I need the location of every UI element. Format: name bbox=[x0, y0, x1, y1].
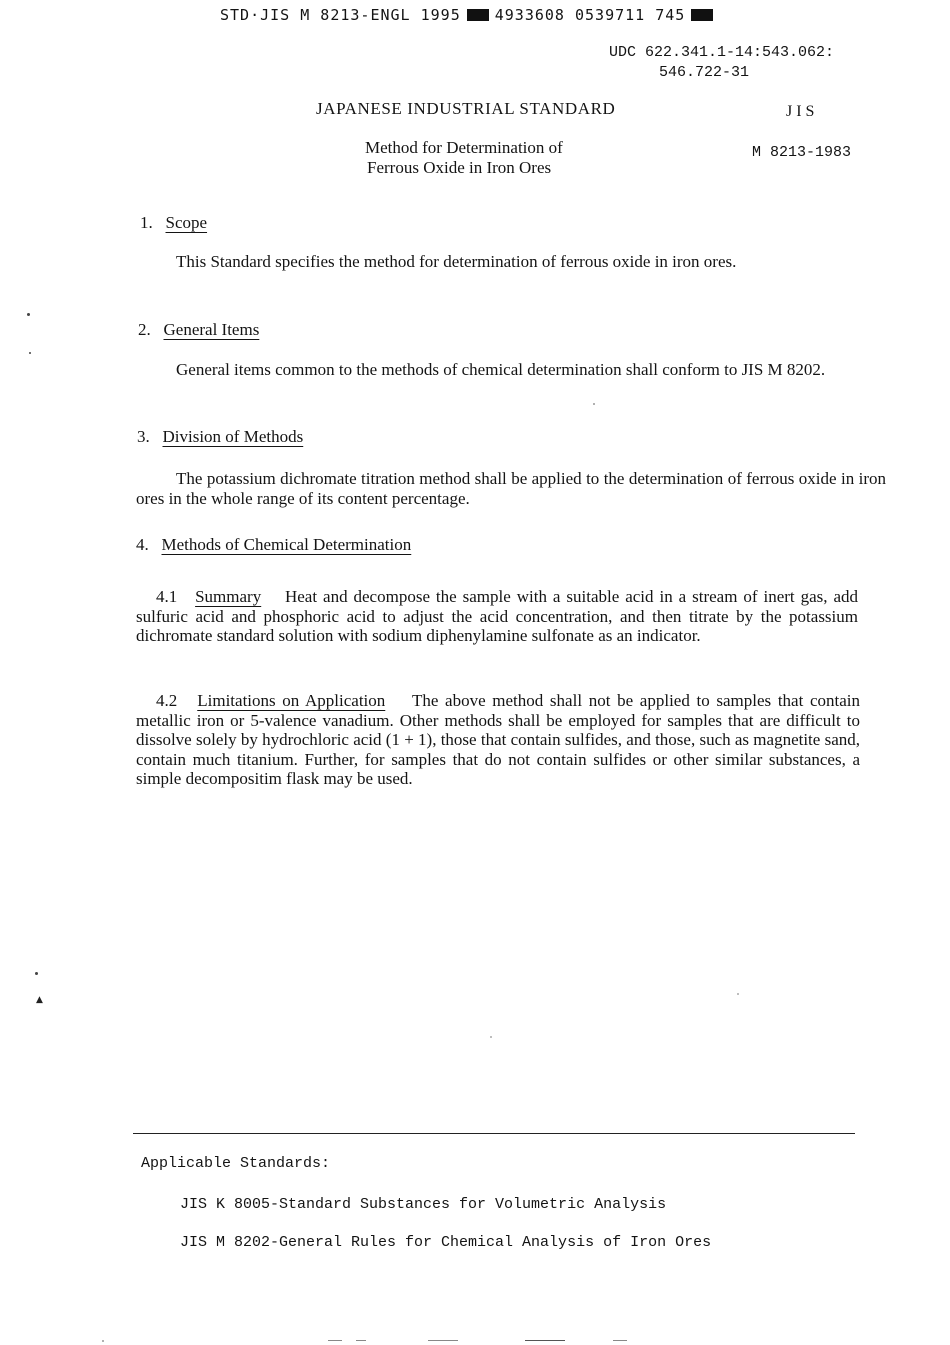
scan-triangle-mark: ▲ bbox=[36, 995, 43, 1005]
subsection-title: Limitations on Application bbox=[197, 691, 386, 710]
section-text: The potassium dichromate titration method shall be applied to the determination of ferrous oxide in iron ores in the whole range of its content percentage. bbox=[136, 469, 886, 508]
scan-dash bbox=[525, 1340, 565, 1341]
subsection-number: 4.2 bbox=[156, 691, 178, 710]
scan-dash bbox=[328, 1340, 342, 1341]
section-number: 1. bbox=[140, 213, 153, 232]
subsection-text: The above method shall not be applied to samples that contain metallic iron or 5-valence vanadium. Other methods shall be employed for samples that are difficult to dissolve solely by hydrochloric acid (1 + 1), those that contain sulfides, and those, such as magnetite sand, contain much titanium. Further, for samples that do not contain sulfides or other similar substances, a simple decompositim flask may be used. bbox=[136, 691, 861, 788]
jis-mark: J I S bbox=[786, 103, 815, 120]
catalog-strip bbox=[220, 6, 719, 24]
section-body bbox=[136, 252, 822, 272]
section-title: Scope bbox=[165, 213, 208, 232]
scan-speck bbox=[27, 313, 30, 316]
section-heading bbox=[140, 213, 207, 233]
applicable-item: JIS M 8202-General Rules for Chemical Analysis of Iron Ores bbox=[180, 1234, 712, 1251]
scan-dash bbox=[356, 1340, 366, 1341]
section-title: General Items bbox=[163, 320, 260, 339]
scan-speck bbox=[29, 352, 31, 354]
scan-speck bbox=[737, 993, 739, 995]
subsection-number: 4.1 bbox=[156, 587, 178, 606]
block-mark bbox=[467, 9, 489, 21]
section-heading bbox=[138, 320, 259, 340]
catalog-code: STD·JIS M 8213-ENGL 1995 bbox=[220, 6, 461, 24]
scan-speck bbox=[102, 1340, 104, 1342]
section-title: Methods of Chemical Determination bbox=[161, 535, 412, 554]
subsection-text: Heat and decompose the sample with a suitable acid in a stream of inert gas, add sulfuric acid and phosphoric acid to adjust the acid concentration, and then titrate by the potassium dichromate standard solution with sodium diphenylamine sulfonate as an indicator. bbox=[136, 587, 858, 645]
section-text: This Standard specifies the method for determination of ferrous oxide in iron ores. bbox=[176, 252, 737, 271]
section-number: 4. bbox=[136, 535, 149, 554]
subsection-summary bbox=[136, 587, 858, 646]
scan-dash bbox=[428, 1340, 458, 1341]
standard-number: M 8213-1983 bbox=[752, 144, 852, 161]
standard-name: JAPANESE INDUSTRIAL STANDARD bbox=[316, 99, 616, 118]
section-body bbox=[136, 360, 886, 380]
udc-line-1: UDC 622.341.1-14:543.062: bbox=[609, 44, 835, 61]
scan-speck bbox=[593, 403, 595, 405]
scan-dash bbox=[613, 1340, 627, 1341]
section-title: Division of Methods bbox=[162, 427, 304, 446]
footer-rule bbox=[133, 1133, 855, 1134]
section-heading bbox=[136, 535, 411, 555]
subsection-title: Summary bbox=[195, 587, 262, 606]
section-text: General items common to the methods of chemical determination shall conform to JIS M 8202. bbox=[176, 360, 826, 379]
title-line-1: Method for Determination of bbox=[365, 138, 563, 157]
section-number: 3. bbox=[137, 427, 150, 446]
block-mark bbox=[691, 9, 713, 21]
section-number: 2. bbox=[138, 320, 151, 339]
scan-speck bbox=[35, 972, 38, 975]
applicable-heading: Applicable Standards: bbox=[141, 1155, 331, 1172]
section-body bbox=[136, 469, 886, 508]
udc-line-2: 546.722-31 bbox=[659, 64, 750, 81]
section-heading bbox=[137, 427, 303, 447]
applicable-item: JIS K 8005-Standard Substances for Volumetric Analysis bbox=[180, 1196, 667, 1213]
catalog-number: 4933608 0539711 745 bbox=[494, 6, 686, 24]
title-line-2: Ferrous Oxide in Iron Ores bbox=[367, 158, 552, 177]
scan-speck bbox=[490, 1036, 492, 1038]
subsection-limitations bbox=[136, 691, 860, 789]
